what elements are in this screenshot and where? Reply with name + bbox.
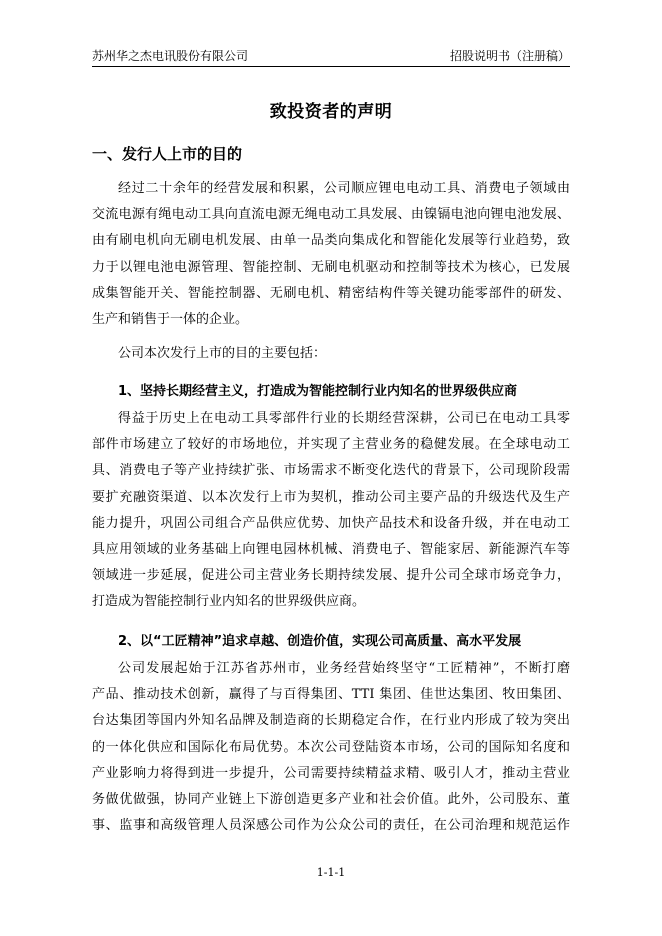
paragraph-line: 产业影响力将得到进一步提升，公司需要持续精益求精、吸引人才，推动主营业 bbox=[92, 765, 570, 781]
page-header bbox=[92, 44, 570, 67]
paragraph-line: 的一体化供应和国际化布局优势。本次公司登陆资本市场，公司的国际知名度和 bbox=[92, 739, 570, 755]
paragraph-line: 经过二十余年的经营发展和积累，公司顺应锂电电动工具、消费电子领域由 bbox=[118, 181, 570, 196]
section-heading: 一、发行人上市的目的 bbox=[92, 145, 243, 163]
paragraph-line: 事、监事和高级管理人员深感公司作为公众公司的责任，在公司治理和规范运作 bbox=[92, 818, 570, 834]
paragraph-line: 力于以锂电池电源管理、智能控制、无刷电机驱动和控制等技术为核心，已发展 bbox=[92, 259, 570, 275]
subsection-2-paragraph bbox=[92, 656, 570, 839]
paragraph-line: 能力提升，巩固公司组合产品供应优势、加快产品技术和设备升级，并在电动工 bbox=[92, 515, 570, 531]
header-company-name: 苏州华之杰电讯股份有限公司 bbox=[92, 49, 249, 63]
paragraph-line: 要扩充融资渠道、以本次发行上市为契机，推动公司主要产品的升级迭代及生产 bbox=[92, 489, 570, 505]
subsection-heading-1: 1、坚持长期经营主义，打造成为智能控制行业内知名的世界级供应商 bbox=[118, 384, 518, 399]
paragraph-line: 得益于历史上在电动工具零部件行业的长期经营深耕，公司已在电动工具零 bbox=[118, 411, 570, 426]
paragraph-line: 生产和销售于一体的企业。 bbox=[92, 311, 249, 327]
subsection-1-paragraph bbox=[92, 406, 570, 616]
paragraph-line: 台达集团等国内外知名品牌及制造商的长期稳定合作，在行业内形成了较为突出 bbox=[92, 713, 570, 729]
header-document-type: 招股说明书（注册稿） bbox=[449, 49, 570, 63]
paragraph-line: 务做优做强，协同产业链上下游创造更多产业和社会价值。此外，公司股东、董 bbox=[92, 791, 570, 807]
paragraph-line: 部件市场建立了较好的市场地位，并实现了主营业务的稳健发展。在全球电动工 bbox=[92, 437, 570, 453]
paragraph-line: 产品、推动技术创新，赢得了与百得集团、TTI 集团、佳世达集团、牧田集团、 bbox=[92, 687, 570, 703]
page-number: 1-1-1 bbox=[316, 866, 346, 879]
subsection-heading-2: 2、以“工匠精神”追求卓越、创造价值，实现公司高质量、高水平发展 bbox=[118, 634, 522, 649]
paragraph-line: 公司本次发行上市的目的主要包括： bbox=[118, 346, 327, 361]
paragraph-line: 打造成为智能控制行业内知名的世界级供应商。 bbox=[92, 594, 366, 610]
page-title: 致投资者的声明 bbox=[269, 102, 393, 122]
paragraph-line: 具、消费电子等产业持续扩张、市场需求不断变化迭代的背景下，公司现阶段需 bbox=[92, 463, 570, 479]
paragraph-line: 领域进一步延展，促进公司主营业务长期持续发展、提升公司全球市场竞争力， bbox=[92, 568, 570, 584]
paragraph-line: 成集智能开关、智能控制器、无刷电机、精密结构件等关键功能零部件的研发、 bbox=[92, 285, 570, 301]
purpose-intro-paragraph bbox=[92, 341, 570, 367]
intro-paragraph bbox=[92, 176, 570, 333]
paragraph-line: 交流电源有绳电动工具向直流电源无绳电动工具发展、由镍镉电池向锂电池发展、 bbox=[92, 207, 570, 223]
paragraph-line: 具应用领域的业务基础上向锂电园林机械、消费电子、智能家居、新能源汽车等 bbox=[92, 541, 570, 557]
paragraph-line: 公司发展起始于江苏省苏州市，业务经营始终坚守“工匠精神”，不断打磨 bbox=[118, 661, 570, 676]
paragraph-line: 由有刷电机向无刷电机发展、由单一品类向集成化和智能化发展等行业趋势，致 bbox=[92, 233, 570, 249]
